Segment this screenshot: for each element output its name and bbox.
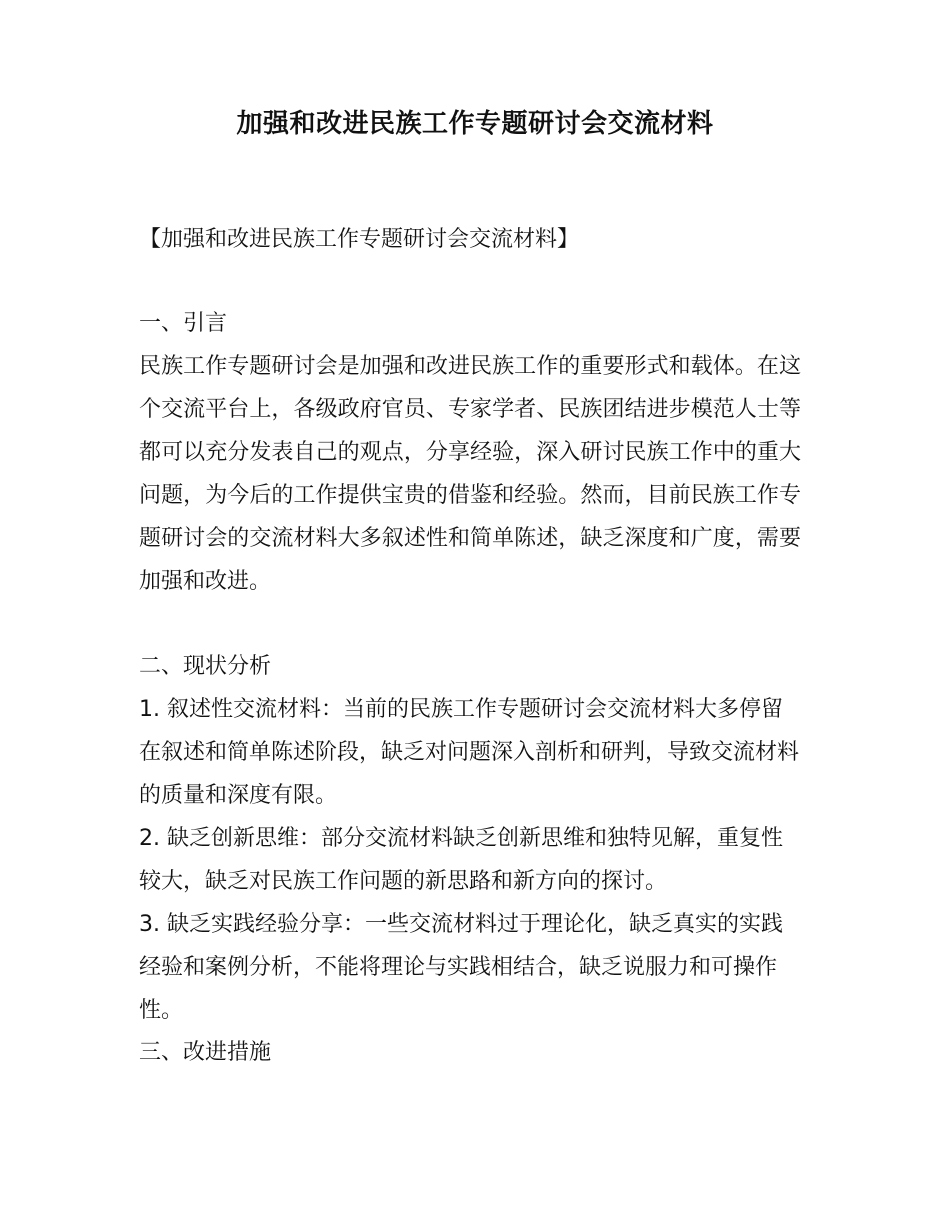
list-item: 2. 缺乏创新思维：部分交流材料缺乏创新思维和独特见解，重复性较大，缺乏对民族工作问题的新思路和新方向的探讨。 xyxy=(139,826,783,894)
list-item: 3. 缺乏实践经验分享：一些交流材料过于理论化，缺乏真实的实践经验和案例分析，不能将理论与实践相结合，缺乏说服力和可操作性。 xyxy=(139,912,783,1023)
list-item: 1. 叙述性交流材料：当前的民族工作专题研讨会交流材料大多停留在叙述和简单陈述阶段，缺乏对问题深入剖析和研判，导致交流材料的质量和深度有限。 xyxy=(139,697,800,808)
introduction-paragraph xyxy=(139,345,801,603)
section-heading-improvement-measures: 三、改进措施 xyxy=(139,1040,272,1065)
document-title: 加强和改进民族工作专题研讨会交流材料 xyxy=(236,109,714,139)
section-heading-status-analysis: 二、现状分析 xyxy=(139,654,272,679)
document-subtitle: 【加强和改进民族工作专题研讨会交流材料】 xyxy=(139,227,580,252)
section-heading-introduction: 一、引言 xyxy=(139,311,228,336)
paragraph-text: 民族工作专题研讨会是加强和改进民族工作的重要形式和载体。在这个交流平台上，各级政府官员、专家学者、民族团结进步模范人士等都可以充分发表自己的观点，分享经验，深入研讨民族工作中的重大问题，为今后的工作提供宝贵的借鉴和经验。然而，目前民族工作专题研讨会的交流材料大多叙述性和简单陈述，缺乏深度和广度，需要加强和改进。 xyxy=(139,354,801,594)
status-analysis-list xyxy=(139,688,801,1032)
